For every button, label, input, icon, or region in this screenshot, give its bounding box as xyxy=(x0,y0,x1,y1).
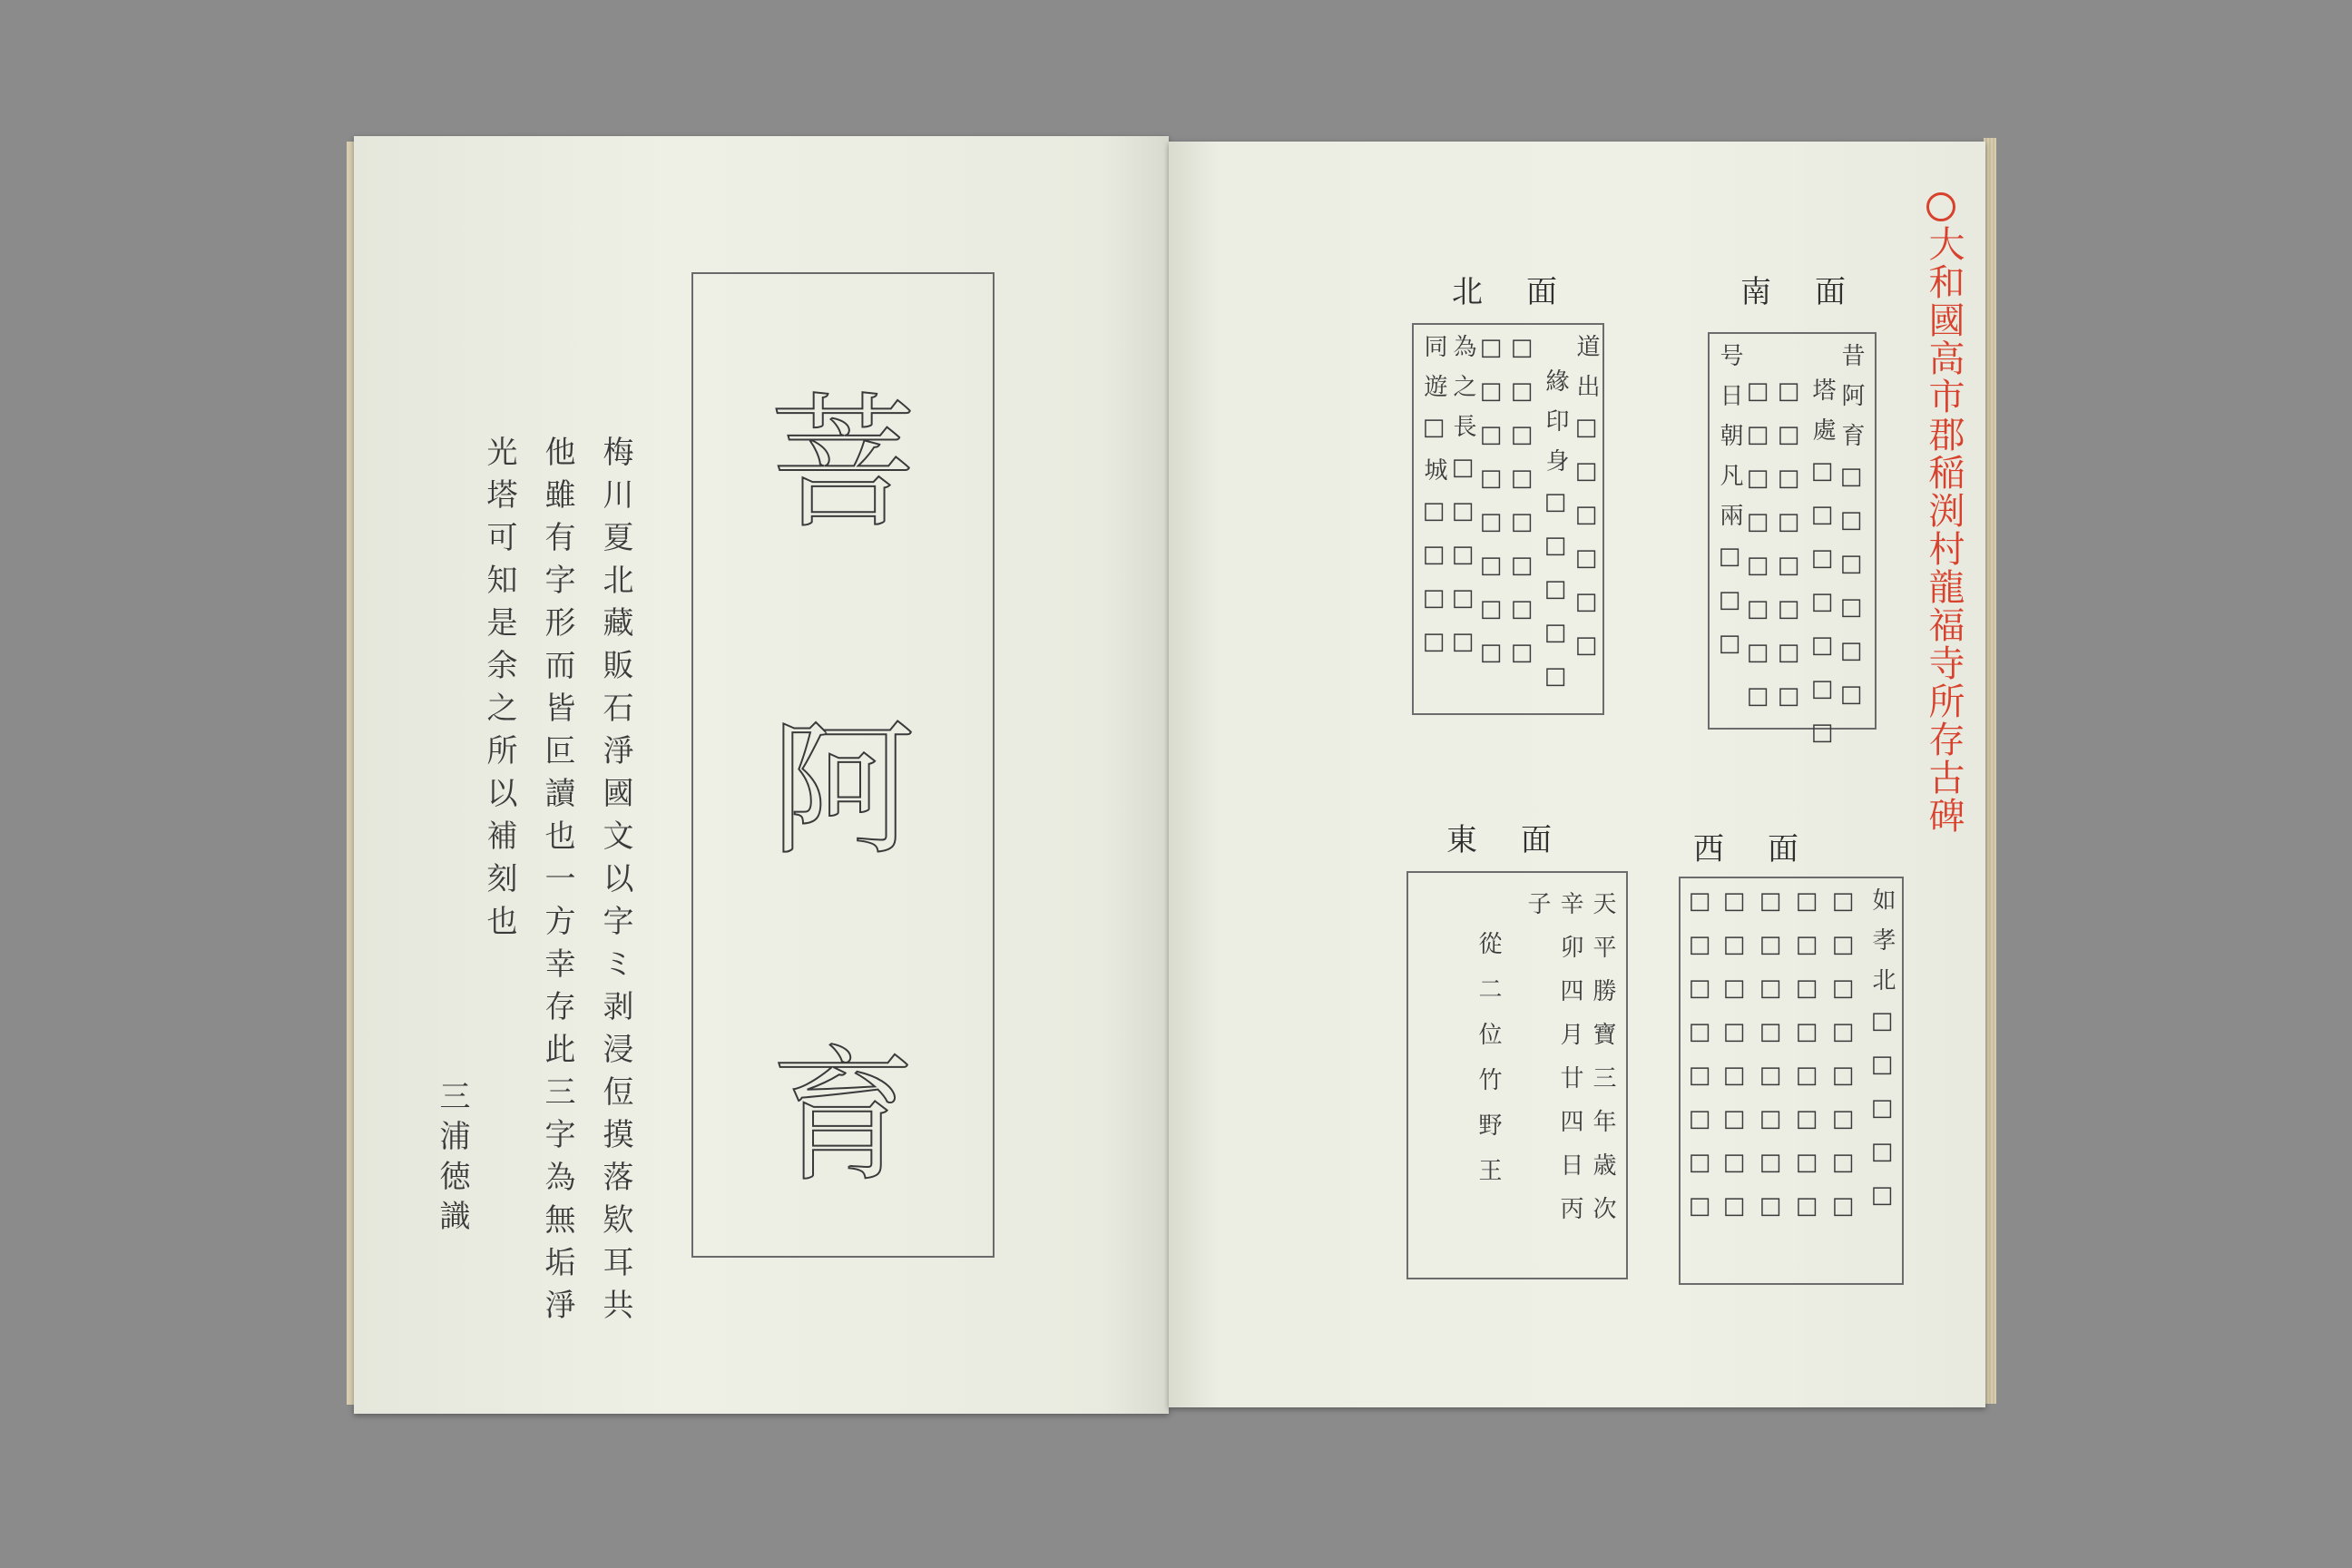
east-col-4: 從二位竹野王 xyxy=(1475,931,1502,1203)
rubbing-frame xyxy=(691,272,995,1258)
face-box-south xyxy=(1708,332,1877,762)
south-col-2: 塔處□□□□□□□ xyxy=(1808,377,1836,762)
south-col-4: □□□□□□□□ xyxy=(1744,377,1771,726)
south-col-5: 号日朝凡兩□□□ xyxy=(1716,343,1743,673)
east-col-1: 天平勝寶三年歳次 xyxy=(1589,891,1616,1240)
north-col-2: 緣印身□□□□□ xyxy=(1542,368,1569,706)
rubbing-char-3: 育 xyxy=(769,1032,916,1201)
right-page xyxy=(1169,142,1985,1407)
face-title-north: 北面 xyxy=(1452,274,1601,310)
face-box-north xyxy=(1412,323,1604,715)
west-col-5: □□□□□□□□ xyxy=(1720,887,1748,1236)
west-col-4: □□□□□□□□ xyxy=(1757,887,1784,1236)
south-col-1: 昔阿育□□□□□□ xyxy=(1838,343,1865,724)
east-col-2: 辛卯四月廿四日丙 xyxy=(1556,891,1583,1240)
face-box-west xyxy=(1679,877,1904,1285)
signature: 三浦徳識 xyxy=(434,1080,470,1240)
colophon-column-3: 光塔可知是余之所以補刻也 xyxy=(481,436,517,947)
face-box-east xyxy=(1406,871,1628,1279)
book-edge-right xyxy=(1984,138,1996,1404)
face-title-south: 南面 xyxy=(1740,274,1889,310)
west-col-2: □□□□□□□□ xyxy=(1829,887,1857,1236)
west-col-3: □□□□□□□□ xyxy=(1793,887,1820,1236)
west-col-1: 如孝北□□□□□ xyxy=(1868,887,1896,1225)
rubbing-char-1: 菩 xyxy=(769,378,916,548)
east-col-3: 子 xyxy=(1524,891,1551,931)
face-title-east: 東面 xyxy=(1446,822,1595,858)
left-page xyxy=(354,136,1169,1414)
face-title-west: 西面 xyxy=(1693,831,1842,867)
red-circle-mark xyxy=(1926,192,1955,221)
colophon-column-2: 他雖有字形而皆叵讀也一方幸存此三字為無垢淨 xyxy=(539,436,575,1331)
north-col-5: 為之長□□□□□ xyxy=(1449,334,1476,671)
north-col-4: □□□□□□□□ xyxy=(1477,334,1504,682)
open-book xyxy=(354,129,1998,1417)
north-col-3: □□□□□□□□ xyxy=(1508,334,1535,682)
colophon-column-1: 梅川夏北藏販石淨國文以字ミ剥浸侸摸落欵耳共 xyxy=(597,436,633,1331)
north-col-6: 同遊□城□□□□ xyxy=(1420,334,1447,671)
rubbing-char-2: 阿 xyxy=(769,705,916,875)
north-col-1: 道出□□□□□□ xyxy=(1573,334,1600,675)
west-col-6: □□□□□□□□ xyxy=(1686,887,1713,1236)
south-col-3: □□□□□□□□ xyxy=(1775,377,1802,726)
page-title: 大和國高市郡稲渕村龍福寺所存古碑 xyxy=(1923,225,1965,835)
